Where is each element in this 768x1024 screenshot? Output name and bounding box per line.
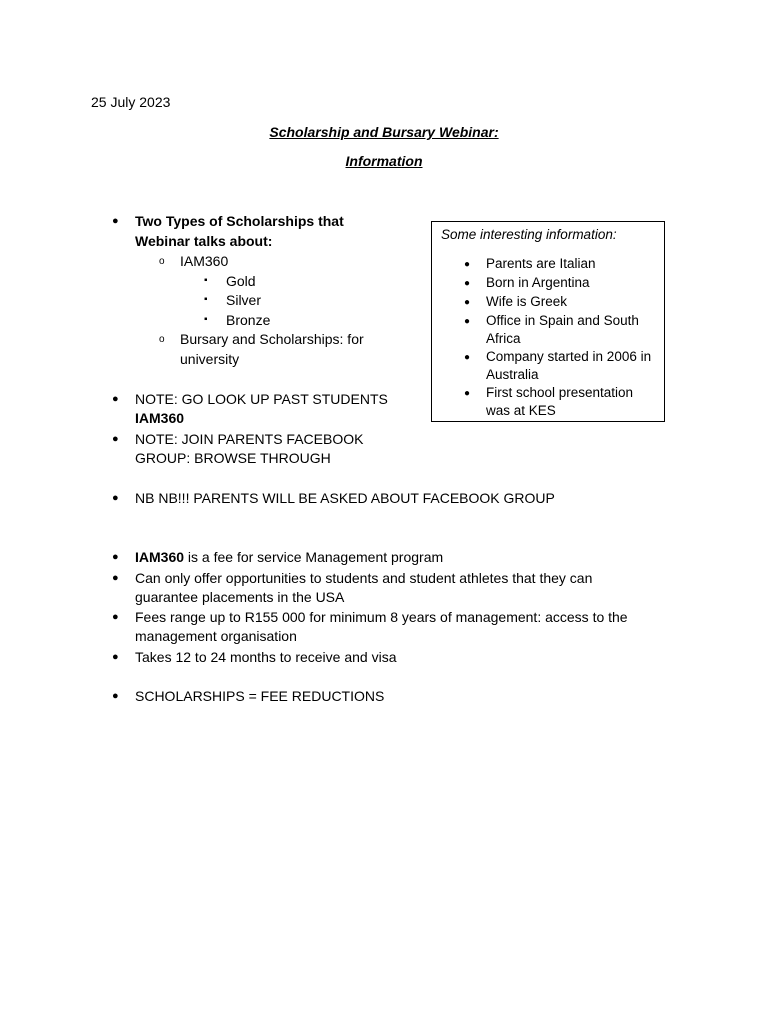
info-item-born: Born in Argentina: [486, 275, 590, 290]
fees-line-2: management organisation: [135, 628, 297, 644]
info-item-wife: Wife is Greek: [486, 294, 568, 309]
info-item-parents: Parents are Italian: [486, 256, 596, 271]
bullet-icon: ●: [112, 433, 119, 445]
iam360-text: is a fee for service Management program: [184, 549, 444, 565]
iam360-description: [135, 547, 443, 567]
sub-item-iam360: IAM360: [180, 253, 229, 269]
note-past-students-line-2: IAM360: [135, 410, 185, 426]
fees-line-1: Fees range up to R155 000 for minimum 8 years of management: access to the: [135, 609, 628, 625]
sub-item-bursary-line-2: university: [180, 351, 240, 367]
tier-bronze: Bronze: [226, 312, 271, 328]
bullet-icon: ●: [464, 259, 471, 270]
section-heading-line-1: Two Types of Scholarships that: [135, 213, 344, 229]
bullet-icon: ●: [112, 551, 119, 563]
timeline-item: Takes 12 to 24 months to receive and visa: [135, 649, 397, 665]
bullet-icon: ●: [112, 611, 119, 623]
title-line-1: Scholarship and Bursary Webinar:: [269, 124, 499, 140]
info-item-school-line-2: was at KES: [486, 403, 556, 418]
info-box: [431, 221, 665, 422]
info-item-office-line-2: Africa: [486, 331, 521, 346]
square-bullet-icon: ▪: [204, 294, 208, 305]
section-heading-line-2: Webinar talks about:: [135, 233, 273, 249]
title-line-2: Information: [345, 153, 423, 169]
bullet-icon: ●: [464, 278, 471, 289]
square-bullet-icon: ▪: [204, 275, 208, 286]
tier-silver: Silver: [226, 292, 262, 308]
bullet-icon: ●: [464, 316, 471, 327]
circle-bullet-icon: o: [159, 256, 165, 267]
date: 25 July 2023: [91, 94, 171, 110]
note-past-students-line-1: NOTE: GO LOOK UP PAST STUDENTS: [135, 391, 388, 407]
square-bullet-icon: ▪: [204, 314, 208, 325]
note-facebook-line-2: GROUP: BROWSE THROUGH: [135, 450, 331, 466]
bullet-icon: ●: [112, 651, 119, 663]
info-box-heading: Some interesting information:: [441, 227, 617, 242]
note-facebook-line-1: NOTE: JOIN PARENTS FACEBOOK: [135, 431, 364, 447]
info-item-office-line-1: Office in Spain and South: [486, 313, 639, 328]
bullet-icon: ●: [112, 393, 119, 405]
iam360-label: IAM360: [135, 549, 185, 565]
bullet-icon: ●: [112, 572, 119, 584]
bullet-icon: ●: [112, 690, 119, 702]
sub-item-bursary-line-1: Bursary and Scholarships: for: [180, 331, 364, 347]
info-item-company-line-2: Australia: [486, 367, 539, 382]
bullet-icon: ●: [464, 352, 471, 363]
opportunities-line-1: Can only offer opportunities to students and student athletes that they can: [135, 570, 593, 586]
info-item-company-line-1: Company started in 2006 in: [486, 349, 652, 364]
bullet-icon: ●: [464, 388, 471, 399]
bullet-icon: ●: [464, 297, 471, 308]
scholarships-item: SCHOLARSHIPS = FEE REDUCTIONS: [135, 688, 385, 704]
bullet-icon: ●: [112, 215, 119, 227]
info-item-school-line-1: First school presentation: [486, 385, 634, 400]
bullet-icon: ●: [112, 492, 119, 504]
opportunities-line-2: guarantee placements in the USA: [135, 589, 345, 605]
tier-gold: Gold: [226, 273, 256, 289]
nb-note: NB NB!!! PARENTS WILL BE ASKED ABOUT FACEBOOK GROUP: [135, 490, 555, 506]
circle-bullet-icon: o: [159, 334, 165, 345]
